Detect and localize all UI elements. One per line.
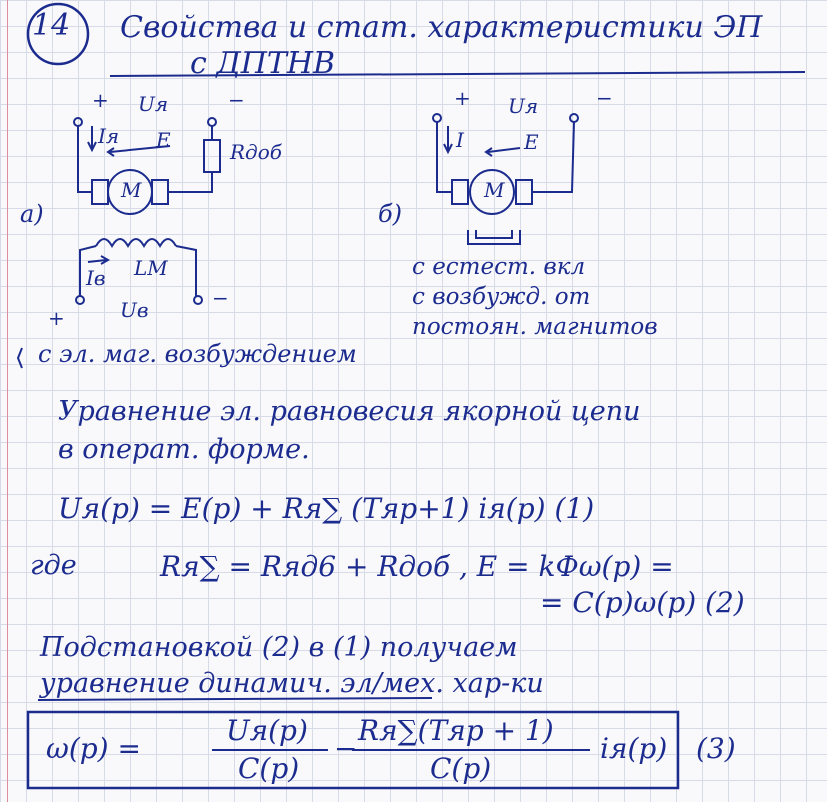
current-label-a: Iя — [98, 124, 120, 148]
field-current-label: Iв — [86, 266, 106, 290]
field-inductance-label: LM — [134, 256, 168, 280]
wire-field-right — [176, 246, 196, 296]
page-title-line1: Свойства и стат. характеристики ЭП — [120, 10, 763, 45]
schematic-b-label: б) — [378, 200, 403, 228]
equation-3-lhs: ω(p) = — [46, 732, 141, 765]
paragraph-2-line-2: уравнение динамич. эл/мех. хар-ки — [40, 668, 544, 699]
voltage-label-b: Uя — [508, 94, 539, 118]
schematic-a-label: а) — [20, 200, 44, 228]
voltage-label-a: Uя — [138, 92, 169, 116]
plus-label-b: + — [454, 86, 471, 110]
brush-a-right — [152, 180, 168, 204]
equation-3-label: (3) — [696, 732, 736, 765]
brush-a-left — [92, 180, 108, 204]
minus-label-a: − — [228, 88, 245, 112]
schematic-b-caption-2: с возбужд. от — [412, 284, 591, 310]
current-label-b: I — [456, 128, 464, 152]
wire-a-left — [78, 126, 92, 192]
equation-1: Uя(p) = E(p) + Rя∑ (Tяp+1) iя(p) (1) — [58, 492, 595, 525]
field-minus-label: − — [212, 286, 229, 310]
field-voltage-label: Uв — [120, 298, 149, 322]
page-number-circle — [28, 4, 88, 64]
equation-3-current: iя(p) — [600, 732, 668, 765]
equation-2-part-1: Rя∑ = Rяд6 + Rдоб , E = kФω(p) = — [160, 550, 674, 583]
equation-3-minus: − — [334, 732, 358, 765]
paragraph-1-line-2: в операт. форме. — [58, 434, 310, 465]
field-plus-label: + — [48, 306, 65, 330]
plus-label-a: + — [92, 88, 109, 112]
equation-3-denominator-2: C(p) — [430, 752, 492, 785]
motor-label-a: M — [121, 178, 142, 202]
resistor-rdob — [204, 140, 220, 172]
wire-b-left — [437, 122, 452, 192]
page-title-line2: с ДПТНВ — [190, 46, 336, 81]
wire-a-right-low — [168, 172, 212, 192]
equation-3-numerator-1: Uя(p) — [226, 714, 308, 747]
equation-3-denominator-1: C(p) — [238, 752, 300, 785]
title-underline — [110, 72, 805, 76]
minus-label-b: − — [596, 86, 613, 110]
permanent-magnet — [468, 230, 520, 244]
terminal-a-right — [208, 118, 216, 126]
resistor-label: Rдоб — [230, 140, 282, 164]
where-label: где — [30, 550, 77, 581]
page-number: 14 — [32, 8, 71, 43]
schematic-b-caption-1: с естест. вкл — [412, 254, 586, 280]
motor-label-b: M — [484, 178, 505, 202]
schematic-b-caption-3: постоян. магнитов — [412, 314, 658, 340]
paragraph-1-line-1: Уравнение эл. равновесия якорной цепи — [58, 396, 641, 427]
equation-2-part-2: = C(p)ω(p) (2) — [540, 586, 745, 619]
emf-label-a: E — [156, 128, 171, 152]
schematic-a-caption: с эл. маг. возбуждением — [38, 340, 357, 368]
emf-label-b: E — [524, 130, 539, 154]
paragraph-2-line-1: Подстановкой (2) в (1) получаем — [40, 632, 518, 663]
equation-3-numerator-2: Rя∑(Tяp + 1) — [358, 714, 554, 747]
field-coil — [96, 239, 176, 246]
schematic-b — [433, 114, 578, 244]
terminal-a-left — [74, 118, 82, 126]
